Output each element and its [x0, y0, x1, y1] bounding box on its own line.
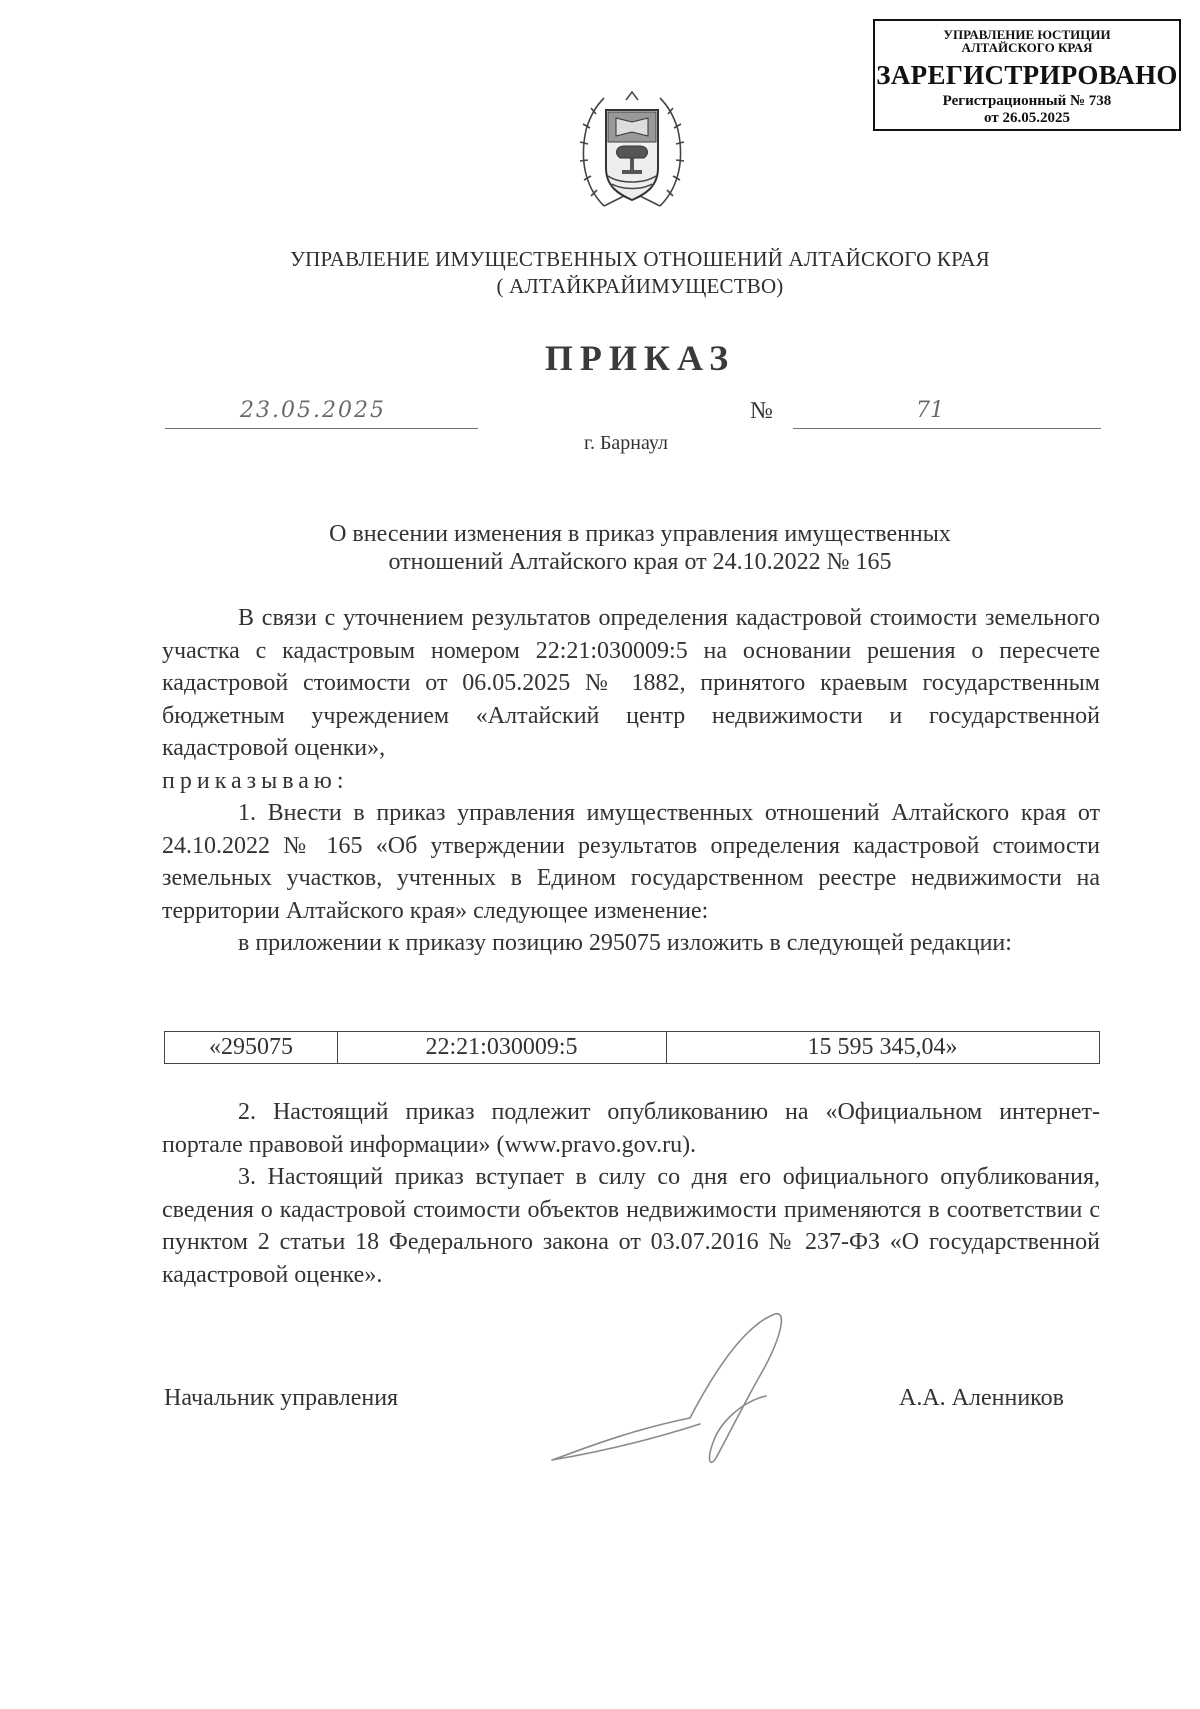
subject-line-2: отношений Алтайского края от 24.10.2022 № 165 — [388, 549, 892, 575]
table-cell-value: 15 595 345,04» — [807, 1034, 958, 1060]
body-part-2 — [162, 1096, 1100, 1291]
table-cell-position: «295075 — [165, 1032, 338, 1063]
document-type-title: ПРИКАЗ — [544, 338, 736, 378]
table-cell-cadastral-number: 22:21:030009:5 — [337, 1032, 667, 1063]
stamp-authority-line2: АЛТАЙСКОГО КРАЯ — [961, 40, 1093, 55]
subject-line-1: О внесении изменения в приказ управления имущественных — [329, 521, 951, 547]
date-underline — [165, 428, 478, 429]
org-short-name: ( АЛТАЙКРАЙИМУЩЕСТВО) — [496, 274, 784, 298]
city: г. Барнаул — [584, 432, 668, 454]
item-2-paragraph: 2. Настоящий приказ подлежит опубликованию на «Официальном интернет-портале правовой информации» (www.pravo.gov.ru). — [162, 1099, 1100, 1158]
coat-of-arms-emblem — [576, 88, 688, 218]
handwritten-date: 23.05.2025 — [240, 398, 386, 423]
preamble-paragraph: В связи с уточнением результатов определения кадастровой стоимости земельного участка с кадастровым номером 22:21:030009:5 на основании решения о пересчете кадастровой стоимости от 06.05.2025 № 1882, принятого краевым государственным бюджетным учреждением «Алтайский центр недвижимости и государственной кадастровой оценки», — [162, 605, 1100, 761]
handwritten-signature — [540, 1300, 830, 1475]
handwritten-number: 71 — [916, 398, 944, 423]
stamp-authority — [875, 28, 1179, 54]
item-1-paragraph: 1. Внести в приказ управления имущественных отношений Алтайского края от 24.10.2022 № 165 «Об утверждении результатов определения кадастровой стоимости земельных участков, учтенных в Едином государственном реестре недвижимости на территории Алтайского края» следующее изменение: — [162, 800, 1100, 924]
registration-stamp — [873, 19, 1181, 131]
signatory-name: А.А. Аленников — [899, 1385, 1064, 1411]
stamp-reg-number: Регистрационный № 738 — [942, 93, 1112, 109]
stamp-status: ЗАРЕГИСТРИРОВАНО — [876, 60, 1178, 90]
order-word: приказываю: — [162, 767, 349, 794]
item-1-sub-paragraph: в приложении к приказу позицию 295075 изложить в следующей редакции: — [238, 930, 1012, 956]
signatory-position: Начальник управления — [164, 1385, 399, 1411]
item-3-paragraph: 3. Настоящий приказ вступает в силу со дня его официального опубликования, сведения о кадастровой стоимости объектов недвижимости применяются в соответствии с пунктом 2 статьи 18 Федерального закона от 03.07.2016 № 237-ФЗ «О государственной кадастровой оценке». — [162, 1164, 1100, 1288]
stamp-reg-date: от 26.05.2025 — [984, 110, 1070, 126]
number-underline — [793, 428, 1101, 429]
number-sign: № — [750, 398, 773, 424]
body-part-1 — [162, 602, 1100, 960]
org-name: УПРАВЛЕНИЕ ИМУЩЕСТВЕННЫХ ОТНОШЕНИЙ АЛТАЙСКОГО КРАЯ — [290, 247, 990, 271]
stamp-authority-line1: УПРАВЛЕНИЕ ЮСТИЦИИ — [943, 27, 1111, 42]
subject — [160, 520, 1120, 576]
position-table — [164, 1031, 1100, 1064]
